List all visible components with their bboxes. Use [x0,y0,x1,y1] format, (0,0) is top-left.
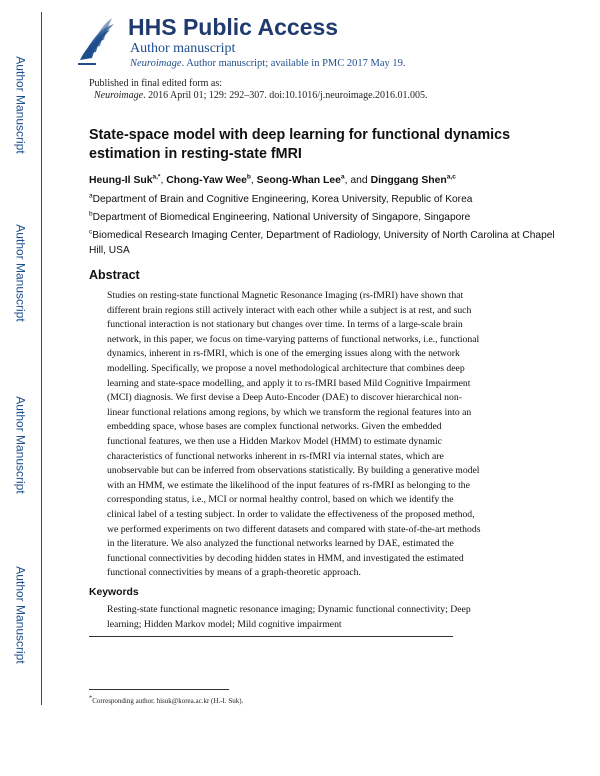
affiliation: $^a$Department of Brain and Cognitive Engineering, Korea University, Republic of Korea [89,192,473,205]
published-line: Published in final edited form as: [89,78,223,89]
keywords-text: Resting-state functional magnetic resonance imaging; Dynamic functional connectivity; Deep learning; Hidden Markov model; Mild cognitive impairment [107,604,471,630]
sidebar-label-author-manuscript: Author Manuscript [14,566,29,664]
availability-line: Neuroimage. Author manuscript; available in PMC 2017 May 19. [130,58,406,69]
author-name: Chong-Yaw Wee [166,175,247,186]
author-name: Dinggang Shen [370,175,447,186]
header-subtitle: Author manuscript [130,41,236,56]
author-name: Seong-Whan Lee [256,175,341,186]
page-title: HHS Public Access [128,14,339,40]
affiliation: $^c$Biomedical Research Imaging Center, Department of Radiology, University of North Carolina at Chapel Hill, USA [89,228,555,256]
abstract-text: Studies on resting-state functional Magnetic Resonance Imaging (rs-fMRI) have shown that different brain regions still actively interact with each other while a subject is at rest, and such functional interaction is not stationary but changes over time. In terms of a large-scale brain network, in this paper, we focus on time-varying patterns of functional networks, i.e., functional dynamics, inherent in rs-fMRI, which is one of the emerging issues along with the network modelling. Specifically, we propose a novel methodological architecture that combines deep learning and state-space modelling, and apply it to rs-fMRI based Mild Cognitive Impairment (MCI) diagnosis. We first devise a Deep Auto-Encoder (DAE) to discover hierarchical non-linear functional relations among regions, by which we transform the regional features into an embedding space, whose bases are complex functional networks. Given the embedded functional features, we then use a Hidden Markov Model (HMM) to estimate dynamic characteristics of functional networks inherent in rs-fMRI via internal states, which are unobservable but can be inferred from observations statistically. By building a generative model with an HMM, we estimate the likelihood of the input features of rs-fMRI as belonging to the corresponding status, i.e., MCI or normal healthy control, based on which we identify the clinical label of a testing subject. In order to validate the effectiveness of the proposed method, we performed experiments on two different datasets and compared with state-of-the-art methods in the literature. We also analyzed the functional networks learned by DAE, estimated the functional connectivities by decoding hidden states in HMM, and investigated the estimated functional connectivities by means of a graph-theoretic approach. [107,290,481,579]
author-name: Heung-Il Suk [89,175,153,186]
paper-title: State-space model with deep learning for functional dynamics estimation in resting-state fMRI [89,127,511,162]
affiliation: $^b$Department of Biomedical Engineering, National University of Singapore, Singapore [89,210,471,223]
keywords-heading: Keywords [89,587,139,598]
hhs-eagle-logo-icon [74,12,116,68]
citation[interactable]: Neuroimage. 2016 April 01; 129: 292–307. doi:10.1016/j.neuroimage.2016.01.005. [94,90,428,101]
sidebar-label-author-manuscript: Author Manuscript [14,56,29,154]
author-list: Heung-Il Suk$^{a,*}$, Chong-Yaw Wee$^b$, Seong-Whan Lee$^a$, and Dinggang Shen$^{a,c}$ [89,173,456,186]
abstract-heading: Abstract [89,268,140,282]
footnote: *Corresponding author. hisuk@korea.ac.kr (H.-I. Suk). [89,694,244,705]
sidebar-divider [41,12,42,705]
footnote-divider [89,689,229,690]
keywords-divider [89,636,453,637]
sidebar-label-author-manuscript: Author Manuscript [14,396,29,494]
sidebar-label-author-manuscript: Author Manuscript [14,224,29,322]
